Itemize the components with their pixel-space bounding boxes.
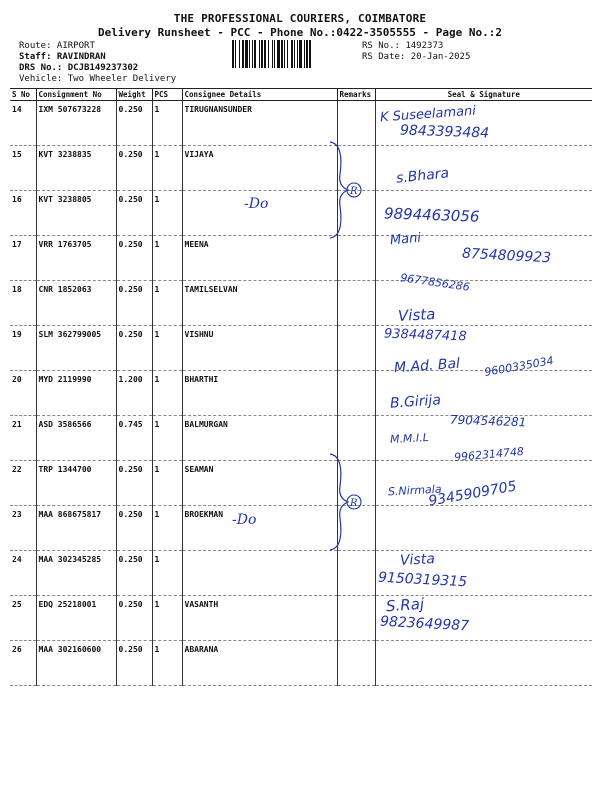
cell-consignment: ASD 3586566 [36,416,116,461]
cell-pcs: 1 [152,416,182,461]
table-row [10,146,592,191]
table-row [10,596,592,641]
cell-consignee [182,551,337,596]
signature-name: S.Nirmala [387,482,442,499]
signature-name: M.M.I.L [389,430,430,447]
bracket-mark [326,452,366,552]
runsheet-title: Delivery Runsheet - PCC - Phone No.:0422-3505555 - Page No.:2 [98,26,502,39]
table-row [10,101,592,146]
cell-consignment: KVT 3238805 [36,191,116,236]
cell-consignee: ABARANA [182,641,337,686]
cell-sno: 18 [10,281,36,326]
signature-name: S.Raj [385,594,425,616]
signature-phone: 7904546281 [449,412,527,430]
cell-consignment: KVT 3238835 [36,146,116,191]
signature-name: M.Ad. Bal [393,355,461,377]
cell-consignment: EDQ 25218001 [36,596,116,641]
company-title: THE PROFESSIONAL COURIERS, COIMBATORE [173,12,427,25]
cell-pcs: 1 [152,461,182,506]
cell-weight: 1.200 [116,371,152,416]
route-label: Route: AIRPORT [19,41,95,51]
cell-remarks [337,326,375,371]
cell-pcs: 1 [152,191,182,236]
cell-signature [375,506,592,551]
cell-sno: 25 [10,596,36,641]
cell-consignment: TRP 1344700 [36,461,116,506]
cell-consignee: BHARTHI [182,371,337,416]
cell-consignee: MEENA [182,236,337,281]
signature-phone: 9600335034 [483,354,555,379]
signature-phone: 9384487418 [383,326,467,345]
cell-consignment: IXM 507673228 [36,101,116,146]
cell-weight: 0.250 [116,461,152,506]
cell-pcs: 1 [152,236,182,281]
cell-pcs: 1 [152,146,182,191]
table-row [10,506,592,551]
cell-remarks [337,641,375,686]
cell-sno: 22 [10,461,36,506]
cell-sno: 24 [10,551,36,596]
cell-sno: 21 [10,416,36,461]
signature-phone: 9345909705 [427,478,518,510]
remark-mark: R [350,498,358,509]
cell-weight: 0.250 [116,101,152,146]
cell-consignment: VRR 1763705 [36,236,116,281]
cell-weight: 0.250 [116,326,152,371]
signature-phone: 9823649987 [379,613,470,635]
cell-consignee: BROEKMAN [182,506,337,551]
cell-pcs: 1 [152,326,182,371]
cell-consignment: MAA 302160600 [36,641,116,686]
cell-consignee: BALMURGAN [182,416,337,461]
signature-name: Vista [397,305,436,325]
bracket-mark [326,140,366,240]
cell-sno: 14 [10,101,36,146]
col-header-consignee: Consignee Details [182,89,337,101]
staff-label: Staff: RAVINDRAN [19,52,106,62]
cell-weight: 0.250 [116,236,152,281]
cell-sno: 16 [10,191,36,236]
signature-name: K Suseelamani [379,103,477,126]
signature-name: B.Girija [389,392,442,412]
cell-consignee: VIJAYA [182,146,337,191]
cell-sno: 20 [10,371,36,416]
cell-sno: 23 [10,506,36,551]
cell-remarks [337,371,375,416]
signature-phone: 9843393484 [399,122,490,142]
cell-sno: 19 [10,326,36,371]
cell-weight: 0.250 [116,551,152,596]
cell-consignment: MAA 302345285 [36,551,116,596]
cell-pcs: 1 [152,551,182,596]
cell-pcs: 1 [152,371,182,416]
cell-weight: 0.745 [116,416,152,461]
col-header-weight: Weight [116,89,152,101]
ditto-mark: -Do [232,512,257,528]
cell-consignee: TIRUGNANSUNDER [182,101,337,146]
signature-phone: 9677856286 [399,271,471,294]
cell-sno: 17 [10,236,36,281]
cell-consignee: TAMILSELVAN [182,281,337,326]
cell-pcs: 1 [152,596,182,641]
drs-label: DRS No.: DCJB149237302 [19,63,139,73]
cell-weight: 0.250 [116,596,152,641]
remark-mark: R [350,186,358,197]
signature-phone: 9894463056 [383,204,480,226]
cell-consignment: CNR 1852063 [36,281,116,326]
col-header-consignment: Consignment No [36,89,116,101]
cell-pcs: 1 [152,281,182,326]
signature-name: Mani [389,230,422,249]
cell-consignment: SLM 362799005 [36,326,116,371]
table-row [10,191,592,236]
cell-weight: 0.250 [116,146,152,191]
cell-consignment: MAA 868675817 [36,506,116,551]
cell-weight: 0.250 [116,281,152,326]
rs-no-label: RS No.: 1492373 [362,41,444,51]
cell-remarks [337,101,375,146]
cell-remarks [337,281,375,326]
signature-phone: 9962314748 [453,444,525,465]
signature-name: Vista [399,551,436,569]
cell-signature [375,641,592,686]
cell-pcs: 1 [152,506,182,551]
signature-phone: 9150319315 [377,569,468,591]
rs-date-label: RS Date: 20-Jan-2025 [362,52,471,62]
cell-weight: 0.250 [116,506,152,551]
cell-pcs: 1 [152,641,182,686]
cell-weight: 0.250 [116,191,152,236]
signature-name: s.Bhara [395,165,450,187]
cell-weight: 0.250 [116,641,152,686]
ditto-mark: -Do [244,196,269,212]
vehicle-label: Vehicle: Two Wheeler Delivery [19,74,177,84]
cell-consignee: VISHNU [182,326,337,371]
cell-consignment: MYD 2119990 [36,371,116,416]
cell-pcs: 1 [152,101,182,146]
cell-remarks [337,596,375,641]
cell-sno: 15 [10,146,36,191]
table-row [10,641,592,686]
barcode [232,40,354,68]
cell-remarks [337,551,375,596]
signature-phone: 8754809923 [461,245,552,267]
col-header-sno: S No [10,89,36,101]
col-header-pcs: PCS [152,89,182,101]
cell-remarks [337,236,375,281]
table-row [10,281,592,326]
table-header-row [10,89,592,101]
runsheet-table [10,88,592,686]
table-row [10,371,592,416]
col-header-signature: Seal & Signature [375,89,592,101]
cell-consignee: SEAMAN [182,461,337,506]
cell-sno: 26 [10,641,36,686]
cell-consignee: VASANTH [182,596,337,641]
col-header-remarks: Remarks [337,89,375,101]
table-row [10,551,592,596]
